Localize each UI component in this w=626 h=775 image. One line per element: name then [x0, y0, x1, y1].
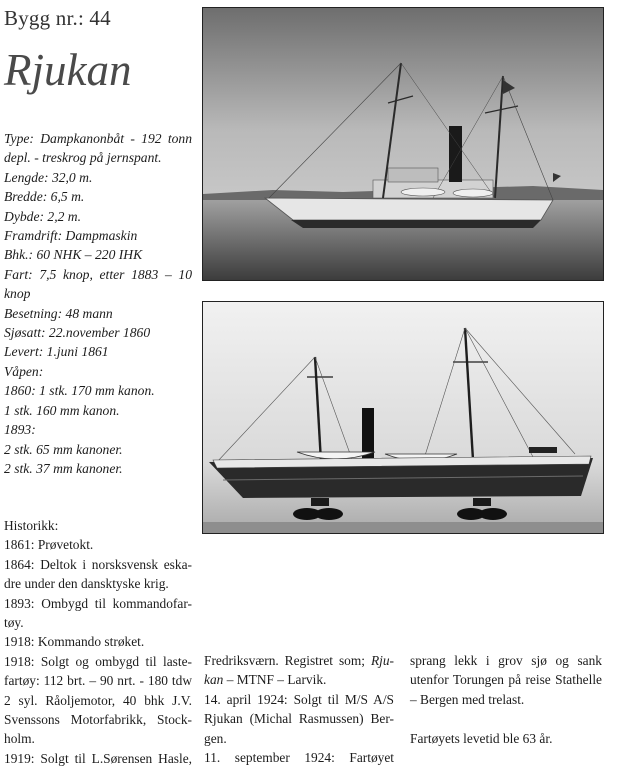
history-line: sprang lekk i grov sjø og sank	[410, 653, 602, 668]
history-line	[204, 651, 394, 670]
spec-launched: Sjøsatt: 22.november 1860	[4, 325, 151, 341]
spec-speed-cont: knop	[4, 286, 31, 302]
history-line: 1919: Solgt til L.Sørensen Hasle,	[4, 750, 192, 766]
history-line: tøy.	[4, 615, 24, 631]
history-heading: Historikk:	[4, 518, 59, 533]
model-photo-image	[203, 302, 603, 533]
history-column-2	[204, 651, 394, 767]
history-line: 14. april 1924: Solgt til M/S A/S	[204, 691, 394, 707]
history-line	[204, 670, 394, 689]
history-line: 1861: Prøvetokt.	[4, 537, 94, 553]
ship-name-title: Rjukan	[4, 45, 132, 95]
history-line: 1864: Deltok i norsksvensk eska-	[4, 556, 192, 572]
spec-crew: Besetning: 48 mann	[4, 305, 113, 321]
spec-weapons: Våpen:	[4, 363, 44, 379]
build-number: Bygg nr.: 44	[4, 6, 111, 30]
history-line: 11. september 1924: Fartøyet	[204, 750, 394, 766]
spec-weapons-1860: 1860: 1 stk. 170 mm kanon.	[4, 383, 155, 399]
spec-horsepower: Bhk.: 60 NHK – 220 IHK	[4, 247, 143, 263]
ship-photo-image	[203, 8, 603, 280]
spec-length: Lengde: 32,0 m.	[4, 169, 93, 185]
spec-propulsion: Framdrift: Dampmaskin	[4, 228, 138, 244]
model-photo	[202, 301, 604, 534]
history-line: 2 syl. Råoljemotor, 40 bhk J.V.	[4, 692, 192, 708]
history-line: utenfor Torungen på reise Stathelle	[410, 672, 602, 688]
spec-type-cont: depl. - treskrog på jernspant.	[4, 150, 162, 166]
history-section	[4, 516, 192, 768]
history-line: 1918: Solgt og ombygd til laste-	[4, 653, 192, 669]
history-column-3	[410, 651, 602, 748]
spec-width: Bredde: 6,5 m.	[4, 189, 85, 205]
spec-delivered: Levert: 1.juni 1861	[4, 344, 109, 360]
history-line: Rjukan (Michal Rasmussen) Ber-	[204, 711, 394, 727]
spec-weapons-1893: 1893:	[4, 422, 36, 438]
history-line: 1918: Kommando strøket.	[4, 634, 145, 650]
spec-weapons-1893b: 2 stk. 37 mm kanoner.	[4, 460, 123, 476]
history-line: Svenssons Motorfabrikk, Stock-	[4, 712, 192, 728]
history-line: fartøy: 112 brt. – 90 nrt. - 180 tdw	[4, 673, 192, 689]
spacer	[410, 709, 602, 728]
history-line: dre under den dansktyske krig.	[4, 576, 169, 592]
spec-speed: Fart: 7,5 knop, etter 1883 – 10	[4, 266, 192, 282]
history-line: Fartøyets levetid ble 63 år.	[410, 730, 553, 746]
spec-depth: Dybde: 2,2 m.	[4, 208, 82, 224]
history-line: – Bergen med trelast.	[410, 691, 525, 707]
spec-type: Type: Dampkanonbåt - 192 tonn	[4, 131, 192, 146]
ship-photo	[202, 7, 604, 281]
spec-weapons-1893a: 2 stk. 65 mm kanoner.	[4, 441, 123, 457]
specifications	[4, 129, 192, 478]
italic-name: Rju-	[370, 653, 394, 668]
italic-name: kan	[204, 672, 224, 688]
history-line: 1893: Ombygd til kommandofar-	[4, 595, 192, 611]
history-line: holm.	[4, 731, 35, 747]
text-span: – MTNF – Larvik.	[223, 672, 327, 688]
text-span: Fredriksværn. Registret som;	[204, 653, 371, 668]
spec-weapons-1860b: 1 stk. 160 mm kanon.	[4, 402, 120, 418]
history-line: gen.	[204, 730, 227, 746]
